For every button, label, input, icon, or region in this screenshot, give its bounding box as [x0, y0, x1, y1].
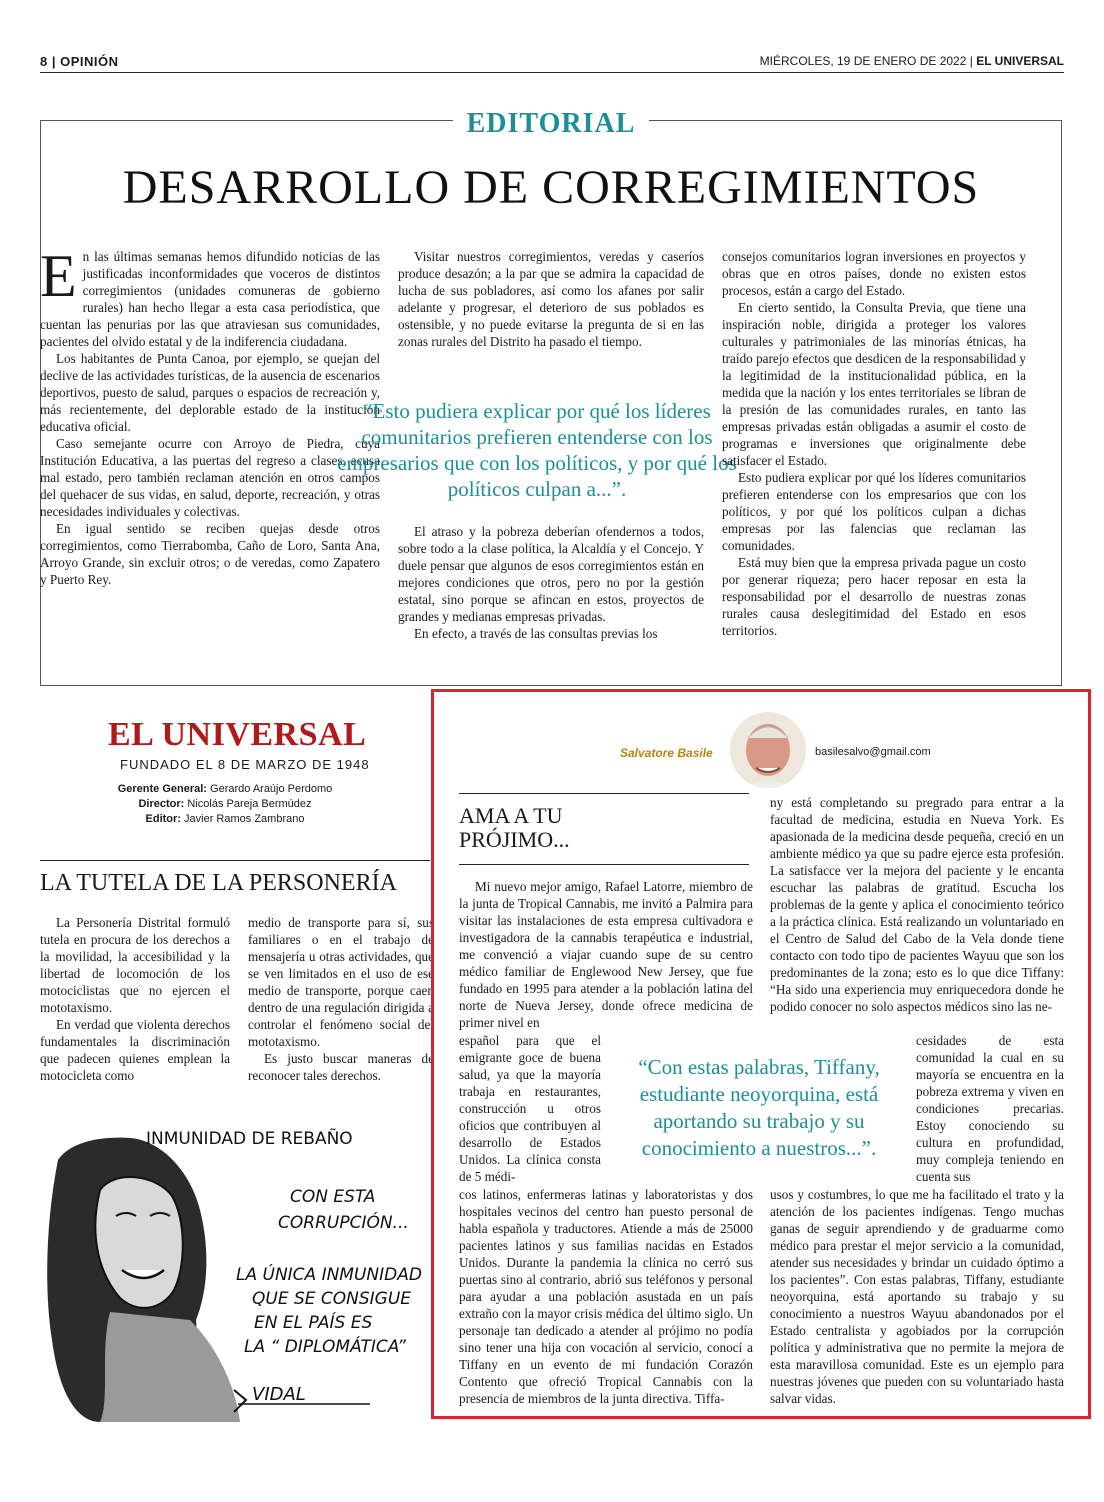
dropcap: E	[40, 243, 77, 309]
paragraph-text: n las últimas semanas hemos difundido noticias de las justificadas inconformidades que voceros de distintos corregimientos (unidades comuneras de gobierno rurales) han hecho llegar a esta casa periodística, que cuentan las penurias por las que atraviesan sus comunidades, pacientes del olvido estatal y de la indiferencia ciudadana.	[40, 249, 380, 349]
staff-name: Javier Ramos Zambrano	[184, 813, 305, 825]
page-section-label	[40, 54, 119, 69]
editorial-paragraph	[40, 243, 380, 350]
opinion-col-2-narrow	[916, 1032, 1064, 1185]
staff-line	[110, 782, 340, 797]
editorial-paragraph: Los habitantes de Punta Canoa, por ejemplo, se quejan del declive de las actividades turísticas, de la ausencia de escenarios deportivos, puesto de salud, parques o espacios de recreación y, más recientemente, del deplorable estado de la institución educativa oficial.	[40, 351, 380, 434]
editorial-title: DESARROLLO DE CORREGIMIENTOS	[122, 161, 980, 214]
editorial-col-3	[722, 248, 1026, 639]
tutela-paragraph: medio de transporte para sí, sus familiares o en el trabajo de mensajería u otras actividades, que se ven limitados en el uso de ese medio de transporte, porque caen dentro de una regulación dirigida a controlar el fenómeno social del mototaxismo.	[248, 915, 434, 1049]
opinion-paragraph: cos latinos, enfermeras latinas y laboratoristas y dos hospitales vecinos del centro han puesto personal de habla española y traductores. Atiende a más de 25000 pacientes latinos y sus familias nacidas en Estados Unidos. Durante la pandemia la clínica no cerró sus puertas sino al contrario, abrió sus teléfonos y personal para ayudar a una población asustada en un país extraño con la mayor crisis médica del último siglo. Un personaje tan dedicado a atender al prójimo no podía sino tener una hija con vocación al servicio, conocí a Tiffany en un evento de mi fundación Corazón Contento que ofreció Tropical Cannabis con la presencia de miembros de la junta directiva. Tiffa-	[459, 1187, 753, 1406]
avatar-drawing	[730, 712, 806, 788]
tutela-title: LA TUTELA DE LA PERSONERÍA	[40, 870, 397, 896]
opinion-col-1-top	[459, 878, 753, 1031]
section-name: OPINIÓN	[60, 54, 119, 69]
masthead-title: EL UNIVERSAL	[108, 716, 367, 753]
cartoon-caption-2b: CORRUPCIÓN...	[278, 1213, 409, 1233]
opinion-pull-quote: “Con estas palabras, Tiffany, estudiante neoyorquina, está aportando su trabajo y su conocimiento a nuestros...”.	[638, 1055, 880, 1160]
editorial-paragraph: En efecto, a través de las consultas previas los	[414, 626, 658, 641]
opinion-title-bottom-rule	[459, 864, 749, 865]
editorial-paragraph: Está muy bien que la empresa privada pague un costo por generar riqueza; pero hacer reposar en esta la responsabilidad por el desarrollo de nuestras zonas rurales causa deslegitimidad del Estado en esos territorios.	[722, 555, 1026, 638]
page-date-label	[760, 54, 1064, 68]
editorial-tag: EDITORIAL	[453, 108, 650, 140]
opinion-col-1-bottom	[459, 1186, 753, 1407]
header-rule	[40, 72, 1064, 73]
opinion-paragraph: usos y costumbres, lo que me ha facilitado el trato y la atención de los pacientes indígenas. Tengo muchas ganas de seguir aprendiendo y de graduarme como médico para prestar el mejor servicio a la comunidad, atender sus necesidades y brindar un cuidado óptimo a los pacientes”. Con estas palabras, Tiffany, estudiante neoyorquina, está aportando su trabajo y su conocimiento a nuestros Wayuu abandonados por el Estado centralista y agobiados por la corrupción política y administrativa que no permite la mejora de esta maravillosa comunidad. Este es un ejemplo para nuestras jóvenes que pueden con su voluntariado hasta salvar vidas.	[770, 1187, 1064, 1406]
editorial-col-2-top	[398, 248, 704, 350]
opinion-col-1-narrow	[459, 1032, 601, 1185]
staff-line	[110, 797, 340, 812]
tutela-paragraph: Es justo buscar maneras de reconocer tales derechos.	[248, 1051, 434, 1083]
masthead-founded: FUNDADO EL 8 DE MARZO DE 1948	[120, 757, 370, 772]
opinion-title-line: AMA A TU	[459, 803, 563, 828]
opinion-paragraph: español para que el emigrante goce de buena salud, ya que la mayoría trabaja en restaurantes, construcción u otros oficios que contribuyen al desarrollo de Estados Unidos. La clínica consta de 5 médi-	[459, 1033, 601, 1184]
opinion-title	[459, 804, 570, 852]
issue-date: MIÉRCOLES, 19 DE ENERO DE 2022	[759, 54, 967, 68]
tutela-col-1	[40, 914, 230, 1084]
editorial-paragraph: En cierto sentido, la Consulta Previa, que tiene una inspiración noble, dirigida a proteger los valores culturales y patrimoniales de las minorías étnicas, ha traído parejo efectos que desdicen de la responsabilidad y la legitimidad de la institucionalidad pública, en la medida que la nación y los entes territoriales se libran de la presión de las comunidades rurales, en tanto las empresas privadas están obligadas a asumir el costo de programas e inversiones que originalmente debe satisfacer el Estado.	[722, 300, 1026, 468]
cartoon-caption-3b: QUE SE CONSIGUE	[252, 1289, 412, 1309]
opinion-title-line: PRÓJIMO...	[459, 827, 570, 852]
cartoon-drawing	[40, 1100, 430, 1422]
editorial-paragraph: consejos comunitarios logran inversiones en proyectos y obras que en otros países, donde no existen estos procesos, están a cargo del Estado.	[722, 249, 1026, 298]
cartoon-caption-3d: LA “ DIPLOMÁTICA”	[244, 1337, 406, 1357]
tutela-paragraph: La Personería Distrital formuló tutela en procura de los derechos a la movilidad, la accesibilidad y la libertad de locomoción de los motociclistas que no ejercen el mototaxismo.	[40, 915, 230, 1015]
editorial-paragraph: Esto pudiera explicar por qué los líderes comunitarios prefieren entenderse con los empresarios que con los políticos, y por qué los políticos culpan a dichas empresas por las falencias que reclaman las comunidades.	[722, 470, 1026, 553]
tutela-paragraph: En verdad que violenta derechos fundamentales la discriminación que padecen quienes emplean la motocicleta como	[40, 1017, 230, 1083]
staff-name: Gerardo Araújo Perdomo	[210, 783, 333, 795]
separator: |	[51, 54, 61, 69]
cartoon-caption-3a: LA ÚNICA INMUNIDAD	[236, 1265, 422, 1285]
opinion-col-2-top	[770, 794, 1064, 1015]
editorial-paragraph: El atraso y la pobreza deberían ofendernos a todos, sobre todo a la clase política, la Alcaldía y el Concejo. Y duele pensar que algunos de esos corregimientos están en mejores condiciones que otros, pero no por la gestión estatal, sino porque se afincan en estos, proyectos de grandes y medianas empresas privadas.	[398, 524, 704, 624]
author-email: basilesalvo@gmail.com	[815, 746, 931, 758]
staff-name: Nicolás Pareja Bermúdez	[187, 798, 312, 810]
editorial-tag-wrap	[40, 108, 1062, 140]
staff-line	[110, 812, 340, 827]
staff-role: Editor:	[145, 813, 181, 825]
tutela-col-2	[248, 914, 434, 1084]
editorial-pull-quote: “Esto pudiera explicar por qué los líderes comunitarios prefieren entenderse con los empresarios que con los políticos, y por qué los políticos culpan a...”.	[337, 399, 737, 501]
staff-role: Director:	[138, 798, 185, 810]
separator: |	[969, 54, 977, 68]
editorial-col-2-bottom	[398, 523, 704, 642]
opinion-col-2-bottom	[770, 1186, 1064, 1407]
opinion-paragraph: ny está completando su pregrado para entrar a la facultad de medicina, estudia en Nueva York. Es apasionada de la medicina desde pequeña, creció en un ambiente médico ya que su padre ejerce esta profesión. La satisfacce ver la mejora del paciente y le encanta escuchar las palabras de gratitud. Escucha los problemas de la gente y aplica el conocimiento teórico a la práctica clínica. Está realizando un voluntariado en el Centro de Salud del Cabo de la Vela donde tiene contacto con todo tipo de pacientes Wayuu que son los predominantes de la zona; esto es lo que dice Tiffany: “Ha sido una experiencia muy enriquecedora donde he podido conocer no solo aspectos médicos sino las ne-	[770, 795, 1064, 1014]
cartoon-caption-2a: CON ESTA	[290, 1187, 376, 1207]
paper-name: EL UNIVERSAL	[976, 54, 1064, 68]
editorial-paragraph: En igual sentido se reciben quejas desde otros corregimientos, como Tierrabomba, Caño de Loro, Santa Ana, Arroyo Grande, sin excluir otros; o de veredas, como Zapatero y Puerto Rey.	[40, 521, 380, 587]
opinion-title-rule	[459, 793, 749, 794]
cartoon-caption-3c: EN EL PAÍS ES	[254, 1313, 373, 1333]
author-name: Salvatore Basile	[620, 746, 713, 760]
editorial-paragraph: Visitar nuestros corregimientos, veredas y caseríos produce desazón; a la par que se admira la capacidad de lucha de sus pobladores, así como los afanes por salir adelante y progresar, el deterioro de sus poblados es ostensible, y no puede evitarse la pregunta de si en las zonas rurales del Distrito ha pasado el tiempo.	[398, 249, 704, 349]
opinion-paragraph: cesidades de esta comunidad la cual en su mayoría se encuentra en la pobreza extrema y viven en condiciones precarias. Estoy conociendo su cultura en profundidad, muy compleja teniendo en cuenta sus	[916, 1033, 1064, 1184]
cartoon-signature: VIDAL	[252, 1384, 306, 1405]
masthead-staff	[110, 782, 340, 827]
page-number: 8	[40, 54, 48, 69]
author-photo-avatar	[730, 712, 806, 788]
editorial-cartoon	[40, 1100, 430, 1422]
staff-role: Gerente General:	[117, 783, 207, 795]
editorial-paragraph: Caso semejante ocurre con Arroyo de Piedra, cuya Institución Educativa, a las puertas del regreso a clases, acusa mal estado, pero también reclaman atención en otros campos del quehacer de sus vidas, en salud, deporte, recreación, y otras necesidades individuales y colectivas.	[40, 436, 380, 519]
opinion-paragraph: Mi nuevo mejor amigo, Rafael Latorre, miembro de la junta de Tropical Cannabis, me invitó a Palmira para visitar las instalaciones de esta empresa cultivadora e investigadora de la cannabis terapéutica e industrial, me convenció a viajar cuando supe de su centro médico familiar de Englewood New Jersey, que fue fundado en 1995 para atender a la población latina del norte de Nueva Jersey, donde ofrece medicina de primer nivel en	[459, 879, 753, 1030]
tutela-top-rule	[40, 860, 430, 861]
cartoon-caption-1: INMUNIDAD DE REBAÑO	[146, 1129, 353, 1149]
